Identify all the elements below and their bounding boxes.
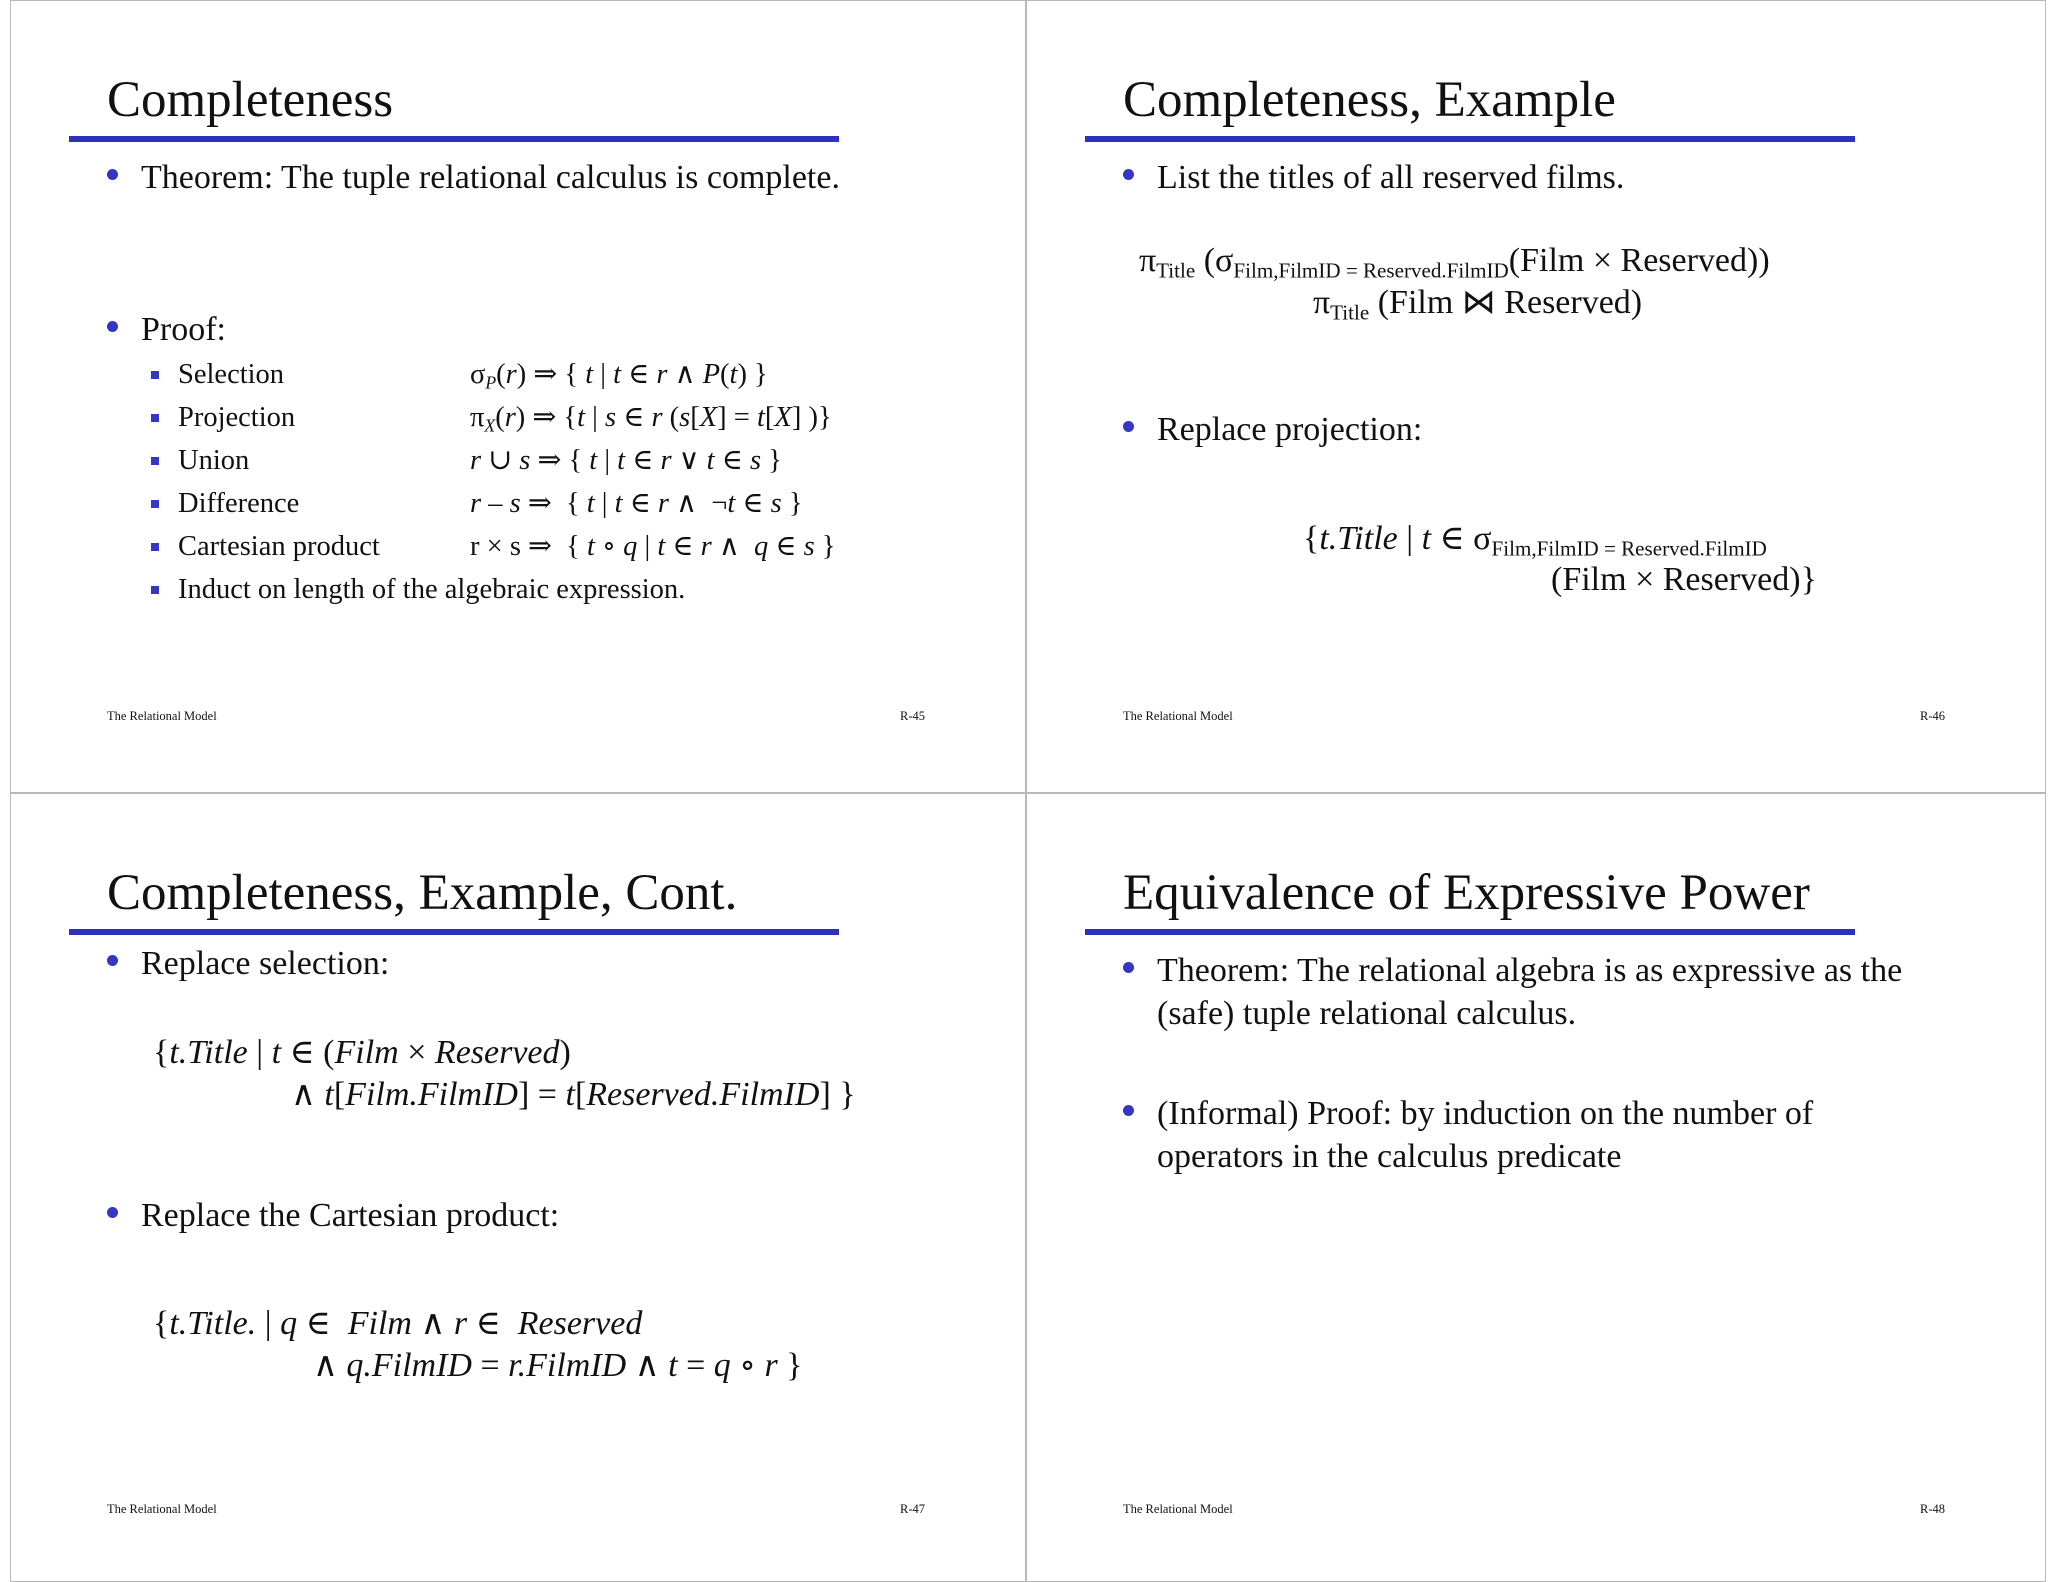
- slide-title: Completeness, Example, Cont.: [107, 865, 738, 921]
- slide-footer: The Relational Model: [107, 709, 217, 723]
- title-underline: [1085, 136, 1855, 142]
- bullet-dot-icon: [1123, 421, 1134, 432]
- page-number: R-47: [900, 1502, 925, 1516]
- slide-completeness: Completeness Theorem: The tuple relational calculus is complete. Proof: Selection $\sigma_P(r)$ ⇒ { t | t ∈ r ∧ P(t) } Projection $\pi_X(r)$ ⇒ {t | s ∈ r (s[X] = t[X] )} Union r ∪ s ⇒ { t | t ∈ r ∨ t ∈ s } Difference r – s ⇒ { t | t ∈ r ∧ ¬t ∈ s } Cartesian product r × s ⇒ { t ∘ q | t ∈ r ∧ q ∈ s } Induct on length of the algebraic expression. The Relational Model R-45: [10, 0, 1026, 793]
- formula-selection: $\sigma_P(r)$ ⇒ { t | t ∈ r ∧ P(t) }: [470, 359, 768, 393]
- page-number: R-45: [900, 709, 925, 723]
- formula-projection-selection: $\pi_{Title}$ ($\sigma_{Film,FilmID = Reserved.FilmID}(Film$ × Reserved)): [1139, 242, 1770, 283]
- bullet-dot-icon: [1123, 962, 1134, 973]
- formula-cartesian-line2: ∧ q.FilmID = r.FilmID ∧ t = q ∘ r }: [313, 1347, 803, 1384]
- title-underline: [69, 136, 839, 142]
- slide-title: Equivalence of Expressive Power: [1123, 865, 1810, 921]
- square-bullet-icon: [151, 371, 159, 379]
- bullet-dot-icon: [1123, 169, 1134, 180]
- slide-title: Completeness, Example: [1123, 72, 1616, 128]
- square-bullet-icon: [151, 457, 159, 465]
- formula-union: r ∪ s ⇒ { t | t ∈ r ∨ t ∈ s }: [470, 445, 782, 476]
- page-number: R-46: [1920, 709, 1945, 723]
- formula-calculus-line2: (Film × Reserved)}: [1551, 561, 1817, 598]
- square-bullet-icon: [151, 586, 159, 594]
- bullet-dot-icon: [107, 955, 118, 966]
- square-bullet-icon: [151, 500, 159, 508]
- slide-footer: The Relational Model: [1123, 709, 1233, 723]
- formula-cartesian-line1: {t.Title. | q ∈ Film ∧ r ∈ Reserved: [153, 1305, 643, 1342]
- slide-completeness-example: Completeness, Example List the titles of all reserved films. $\pi_{Title}$ ($\sigma_{Film,FilmID = Reserved.FilmID}(Film$ × Reserved)) $\pi_{Title}$ (Film ⋈ Reserved) Replace projection: {t.Title | t ∈ $\sigma_{Film,FilmID = Reserved.FilmID}$ (Film × Reserved)} The Relational Model R-46: [1026, 0, 2046, 793]
- slide-footer: The Relational Model: [1123, 1502, 1233, 1516]
- bullet-dot-icon: [107, 1207, 118, 1218]
- bullet-dot-icon: [107, 321, 118, 332]
- slide-footer: The Relational Model: [107, 1502, 217, 1516]
- formula-selection-line1: {t.Title | t ∈ (Film × Reserved): [153, 1034, 571, 1071]
- page-number: R-48: [1920, 1502, 1945, 1516]
- title-underline: [69, 929, 839, 935]
- slide-equivalence: Equivalence of Expressive Power Theorem: The relational algebra is as expressive as the (safe) tuple relational calculus. (Informal) Proof: by induction on the number of operators in the calculus predicate The Relational Model R-48: [1026, 793, 2046, 1582]
- formula-projection: $\pi_X(r)$ ⇒ {t | s ∈ r (s[X] = t[X] )}: [470, 402, 832, 436]
- formula-projection-join: $\pi_{Title}$ (Film ⋈ Reserved): [1313, 284, 1643, 325]
- formula-selection-line2: ∧ t[Film.FilmID] = t[Reserved.FilmID] }: [291, 1076, 856, 1113]
- formula-calculus-line1: {t.Title | t ∈ $\sigma_{Film,FilmID = Reserved.FilmID}$: [1303, 520, 1767, 561]
- square-bullet-icon: [151, 543, 159, 551]
- slide-title: Completeness: [107, 72, 394, 128]
- square-bullet-icon: [151, 414, 159, 422]
- slide-completeness-example-cont: Completeness, Example, Cont. Replace selection: {t.Title | t ∈ (Film × Reserved) ∧ t[Film.FilmID] = t[Reserved.FilmID] } Replace the Cartesian product: {t.Title. | q ∈ Film ∧ r ∈ Reserved ∧ q.FilmID = r.FilmID ∧ t = q ∘ r } The Relational Model R-47: [10, 793, 1026, 1582]
- formula-cartesian: r × s ⇒ { t ∘ q | t ∈ r ∧ q ∈ s }: [470, 531, 836, 562]
- title-underline: [1085, 929, 1855, 935]
- formula-difference: r – s ⇒ { t | t ∈ r ∧ ¬t ∈ s }: [470, 488, 803, 519]
- bullet-dot-icon: [107, 169, 118, 180]
- bullet-dot-icon: [1123, 1105, 1134, 1116]
